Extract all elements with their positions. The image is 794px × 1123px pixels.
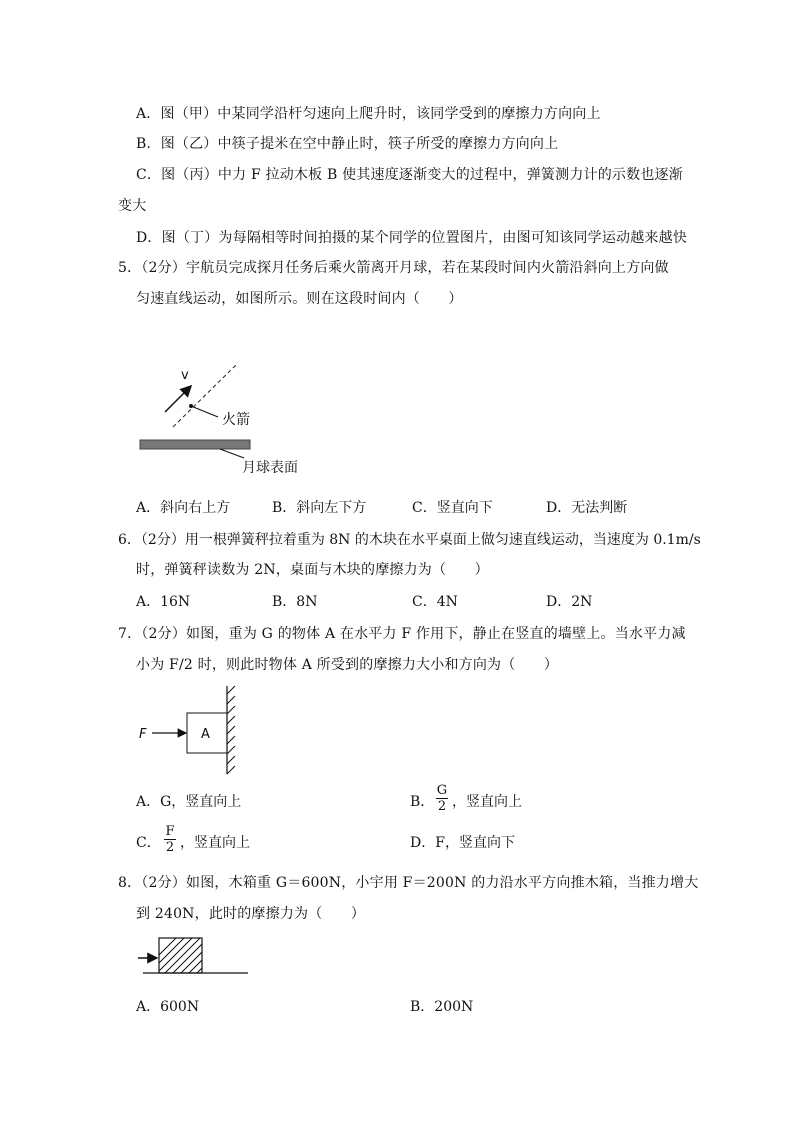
box-hatching [141, 938, 232, 973]
wall-hatching [227, 686, 235, 774]
q8-option-a: A．600N [136, 999, 200, 1015]
q7-option-c-fraction [162, 824, 178, 855]
q7-option-c-suffix: ，竖直向上 [180, 835, 250, 851]
q7-option-b-suffix: ，竖直向上 [452, 794, 522, 810]
q6-option-b: B．8N [272, 594, 318, 610]
q4-option-b: B．图（乙）中筷子提米在空中静止时，筷子所受的摩擦力方向向上 [136, 136, 559, 152]
moon-surface-bar [140, 440, 250, 449]
q5-stem-line2: 匀速直线运动，如图所示。则在这段时间内（ ） [136, 291, 463, 307]
rocket-label: 火箭 [222, 412, 250, 428]
fraction-numerator: F [165, 824, 175, 839]
wooden-box [159, 938, 202, 973]
q5-option-c: C．竖直向下 [412, 500, 493, 516]
force-label: F [139, 727, 147, 742]
q7-option-d: D．F，竖直向下 [410, 835, 515, 851]
q7-option-b-fraction [434, 783, 450, 814]
q7-option-b-prefix: B． [410, 794, 435, 810]
velocity-label: v [181, 368, 189, 383]
q5-option-d: D．无法判断 [546, 500, 628, 516]
fraction-denominator: 2 [437, 799, 447, 814]
q8-stem-line1: 8．（2分）如图，木箱重 G＝600N，小宇用 F＝200N 的力沿水平方向推木箱，当推力增大 [118, 875, 699, 891]
q5-option-b: B．斜向左下方 [272, 500, 367, 516]
fraction-denominator: 2 [165, 840, 175, 855]
q6-option-c: C．4N [412, 594, 458, 610]
q4-option-c-line1: C．图（丙）中力 F 拉动木板 B 使其速度逐渐变大的过程中，弹簧测力计的示数也逐渐 [136, 167, 683, 183]
rocket-leader-line [191, 406, 218, 417]
q5-stem-line1: 5．（2分）宇航员完成探月任务后乘火箭离开月球，若在某段时间内火箭沿斜向上方向做 [118, 260, 669, 276]
q7-stem-line2: 小为 F/2 时，则此时物体 A 所受到的摩擦力大小和方向为（ ） [136, 657, 559, 673]
q5-option-a: A．斜向右上方 [136, 500, 231, 516]
q6-stem-line1: 6．（2分）用一根弹簧秤拉着重为 8N 的木块在水平桌面上做匀速直线运动，当速度为 0.1m/s [118, 532, 701, 548]
surface-leader-line [220, 449, 244, 458]
q6-option-d: D．2N [546, 594, 593, 610]
surface-label: 月球表面 [242, 460, 298, 476]
block-a-label: A [201, 727, 210, 742]
q7-stem-line1: 7．（2分）如图，重为 G 的物体 A 在水平力 F 作用下，静止在竖直的墙壁上。当水平力减 [118, 626, 686, 642]
q6-stem-line2: 时，弹簧秤读数为 2N，桌面与木块的摩擦力为（ ） [136, 562, 489, 578]
velocity-arrow [165, 387, 190, 412]
fraction-numerator: G [436, 783, 448, 798]
q7-option-c-prefix: C． [136, 835, 161, 851]
q8-box-figure [135, 932, 255, 982]
q4-option-a: A．图（甲）中某同学沿杆匀速向上爬升时，该同学受到的摩擦力方向向上 [136, 106, 601, 122]
q7-wall-figure [130, 682, 250, 778]
q5-rocket-figure [130, 355, 320, 480]
q6-option-a: A．16N [136, 594, 191, 610]
q4-option-c-line2: 变大 [118, 198, 147, 214]
q4-option-d: D．图（丁）为每隔相等时间拍摄的某个同学的位置图片，由图可知该同学运动越来越快 [136, 230, 688, 246]
q8-option-b: B．200N [410, 999, 474, 1015]
q7-option-a: A．G，竖直向上 [136, 794, 242, 810]
q8-stem-line2: 到 240N，此时的摩擦力为（ ） [136, 906, 366, 922]
